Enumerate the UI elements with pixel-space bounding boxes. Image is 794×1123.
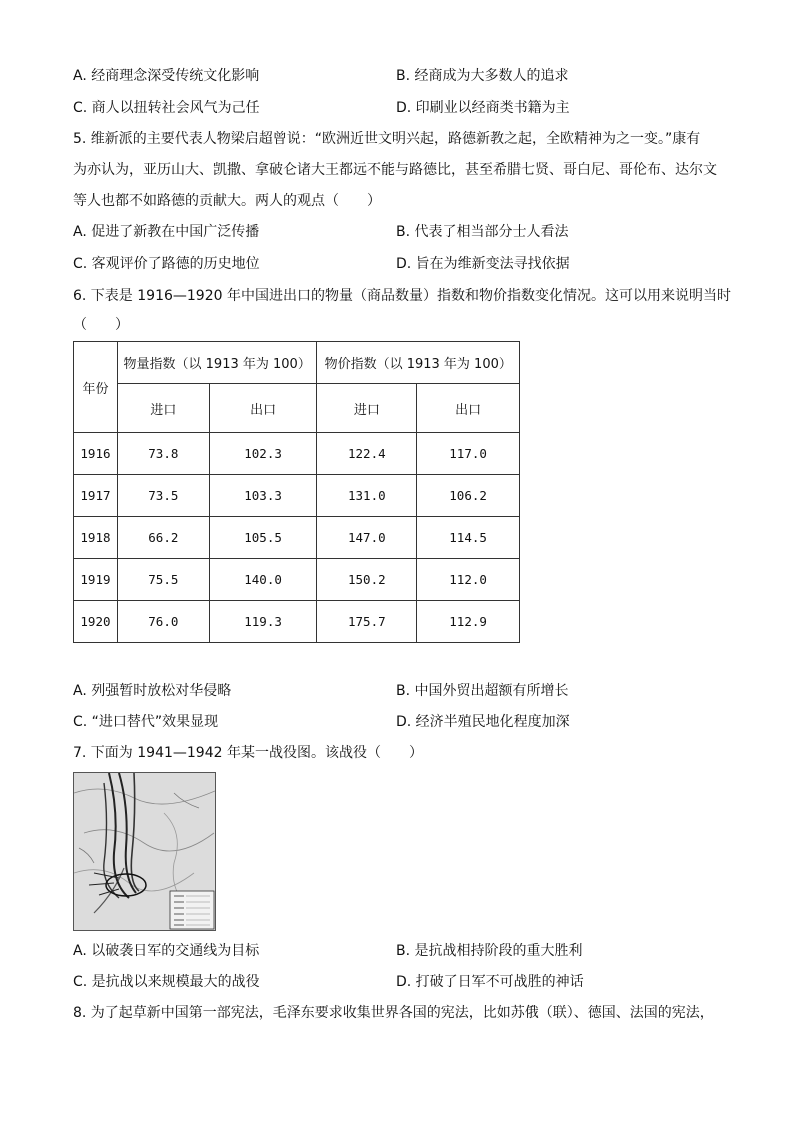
- cell-price-import: 122.4: [317, 433, 417, 475]
- table-row: [74, 433, 520, 475]
- cell-quantity-export: 105.5: [209, 517, 317, 559]
- q5-option-a[interactable]: A. 促进了新教在中国广泛传播: [73, 224, 260, 240]
- table-header-price-index: 物价指数（以 1913 年为 100）: [317, 342, 520, 384]
- q5-stem-line2: 为亦认为，亚历山大、凯撒、拿破仑诸大王都远不能与路德比，甚至希腊七贤、哥白尼、哥伦布、达尔文: [73, 162, 717, 178]
- table-row: [74, 517, 520, 559]
- q4-option-b[interactable]: B. 经商成为大多数人的追求: [396, 68, 569, 84]
- q6-stem-line1: 6. 下表是 1916—1920 年中国进出口的物量（商品数量）指数和物价指数变化情况。这可以用来说明当时: [73, 288, 731, 304]
- table-header-price-export: 出口: [417, 384, 520, 433]
- q6-option-a[interactable]: A. 列强暂时放松对华侵略: [73, 683, 232, 699]
- table-header-year: 年份: [74, 342, 118, 433]
- cell-price-import: 147.0: [317, 517, 417, 559]
- table-row: [74, 601, 520, 643]
- cell-year: 1918: [74, 517, 118, 559]
- cell-price-export: 106.2: [417, 475, 520, 517]
- cell-year: 1920: [74, 601, 118, 643]
- q7-stem-line1: 7. 下面为 1941—1942 年某一战役图。该战役（ ）: [73, 745, 423, 761]
- cell-price-export: 112.0: [417, 559, 520, 601]
- cell-quantity-import: 73.5: [117, 475, 209, 517]
- cell-quantity-export: 140.0: [209, 559, 317, 601]
- table-header-quantity-index: 物量指数（以 1913 年为 100）: [117, 342, 317, 384]
- q4-option-a[interactable]: A. 经商理念深受传统文化影响: [73, 68, 260, 84]
- cell-quantity-import: 75.5: [117, 559, 209, 601]
- cell-quantity-export: 119.3: [209, 601, 317, 643]
- q6-data-table: [73, 341, 520, 643]
- table-header-quantity-import: 进口: [117, 384, 209, 433]
- q5-option-c[interactable]: C. 客观评价了路德的历史地位: [73, 256, 260, 272]
- table-header-price-import: 进口: [317, 384, 417, 433]
- cell-price-export: 114.5: [417, 517, 520, 559]
- cell-price-import: 131.0: [317, 475, 417, 517]
- q7-option-b[interactable]: B. 是抗战相持阶段的重大胜利: [396, 943, 583, 959]
- q5-option-b[interactable]: B. 代表了相当部分士人看法: [396, 224, 569, 240]
- cell-year: 1919: [74, 559, 118, 601]
- cell-quantity-export: 102.3: [209, 433, 317, 475]
- q5-stem-line1: 5. 维新派的主要代表人物梁启超曾说：“欧洲近世文明兴起，路德新教之起，全欧精神为之一变。”康有: [73, 131, 701, 147]
- cell-price-export: 117.0: [417, 433, 520, 475]
- cell-quantity-import: 66.2: [117, 517, 209, 559]
- cell-year: 1916: [74, 433, 118, 475]
- cell-quantity-export: 103.3: [209, 475, 317, 517]
- battle-map-drawing: [74, 773, 215, 930]
- q5-stem-line3: 等人也都不如路德的贡献大。两人的观点（ ）: [73, 193, 381, 209]
- q7-option-a[interactable]: A. 以破袭日军的交通线为目标: [73, 943, 260, 959]
- cell-price-export: 112.9: [417, 601, 520, 643]
- q6-option-d[interactable]: D. 经济半殖民地化程度加深: [396, 714, 570, 730]
- cell-quantity-import: 76.0: [117, 601, 209, 643]
- q6-stem-line2: （ ）: [73, 317, 129, 333]
- q6-option-c[interactable]: C. “进口替代”效果显现: [73, 714, 219, 730]
- cell-year: 1917: [74, 475, 118, 517]
- battle-map-image: [73, 772, 216, 931]
- cell-quantity-import: 73.8: [117, 433, 209, 475]
- table-row: [74, 559, 520, 601]
- table-header-quantity-export: 出口: [209, 384, 317, 433]
- q6-option-b[interactable]: B. 中国外贸出超额有所增长: [396, 683, 569, 699]
- cell-price-import: 150.2: [317, 559, 417, 601]
- q7-option-d[interactable]: D. 打破了日军不可战胜的神话: [396, 974, 584, 990]
- q4-option-c[interactable]: C. 商人以扭转社会风气为己任: [73, 100, 260, 116]
- q7-option-c[interactable]: C. 是抗战以来规模最大的战役: [73, 974, 260, 990]
- q4-option-d[interactable]: D. 印刷业以经商类书籍为主: [396, 100, 570, 116]
- table-row: [74, 475, 520, 517]
- q5-option-d[interactable]: D. 旨在为维新变法寻找依据: [396, 256, 570, 272]
- q8-stem-line1: 8. 为了起草新中国第一部宪法，毛泽东要求收集世界各国的宪法，比如苏俄（联）、德国、法国的宪法，: [73, 1005, 714, 1021]
- cell-price-import: 175.7: [317, 601, 417, 643]
